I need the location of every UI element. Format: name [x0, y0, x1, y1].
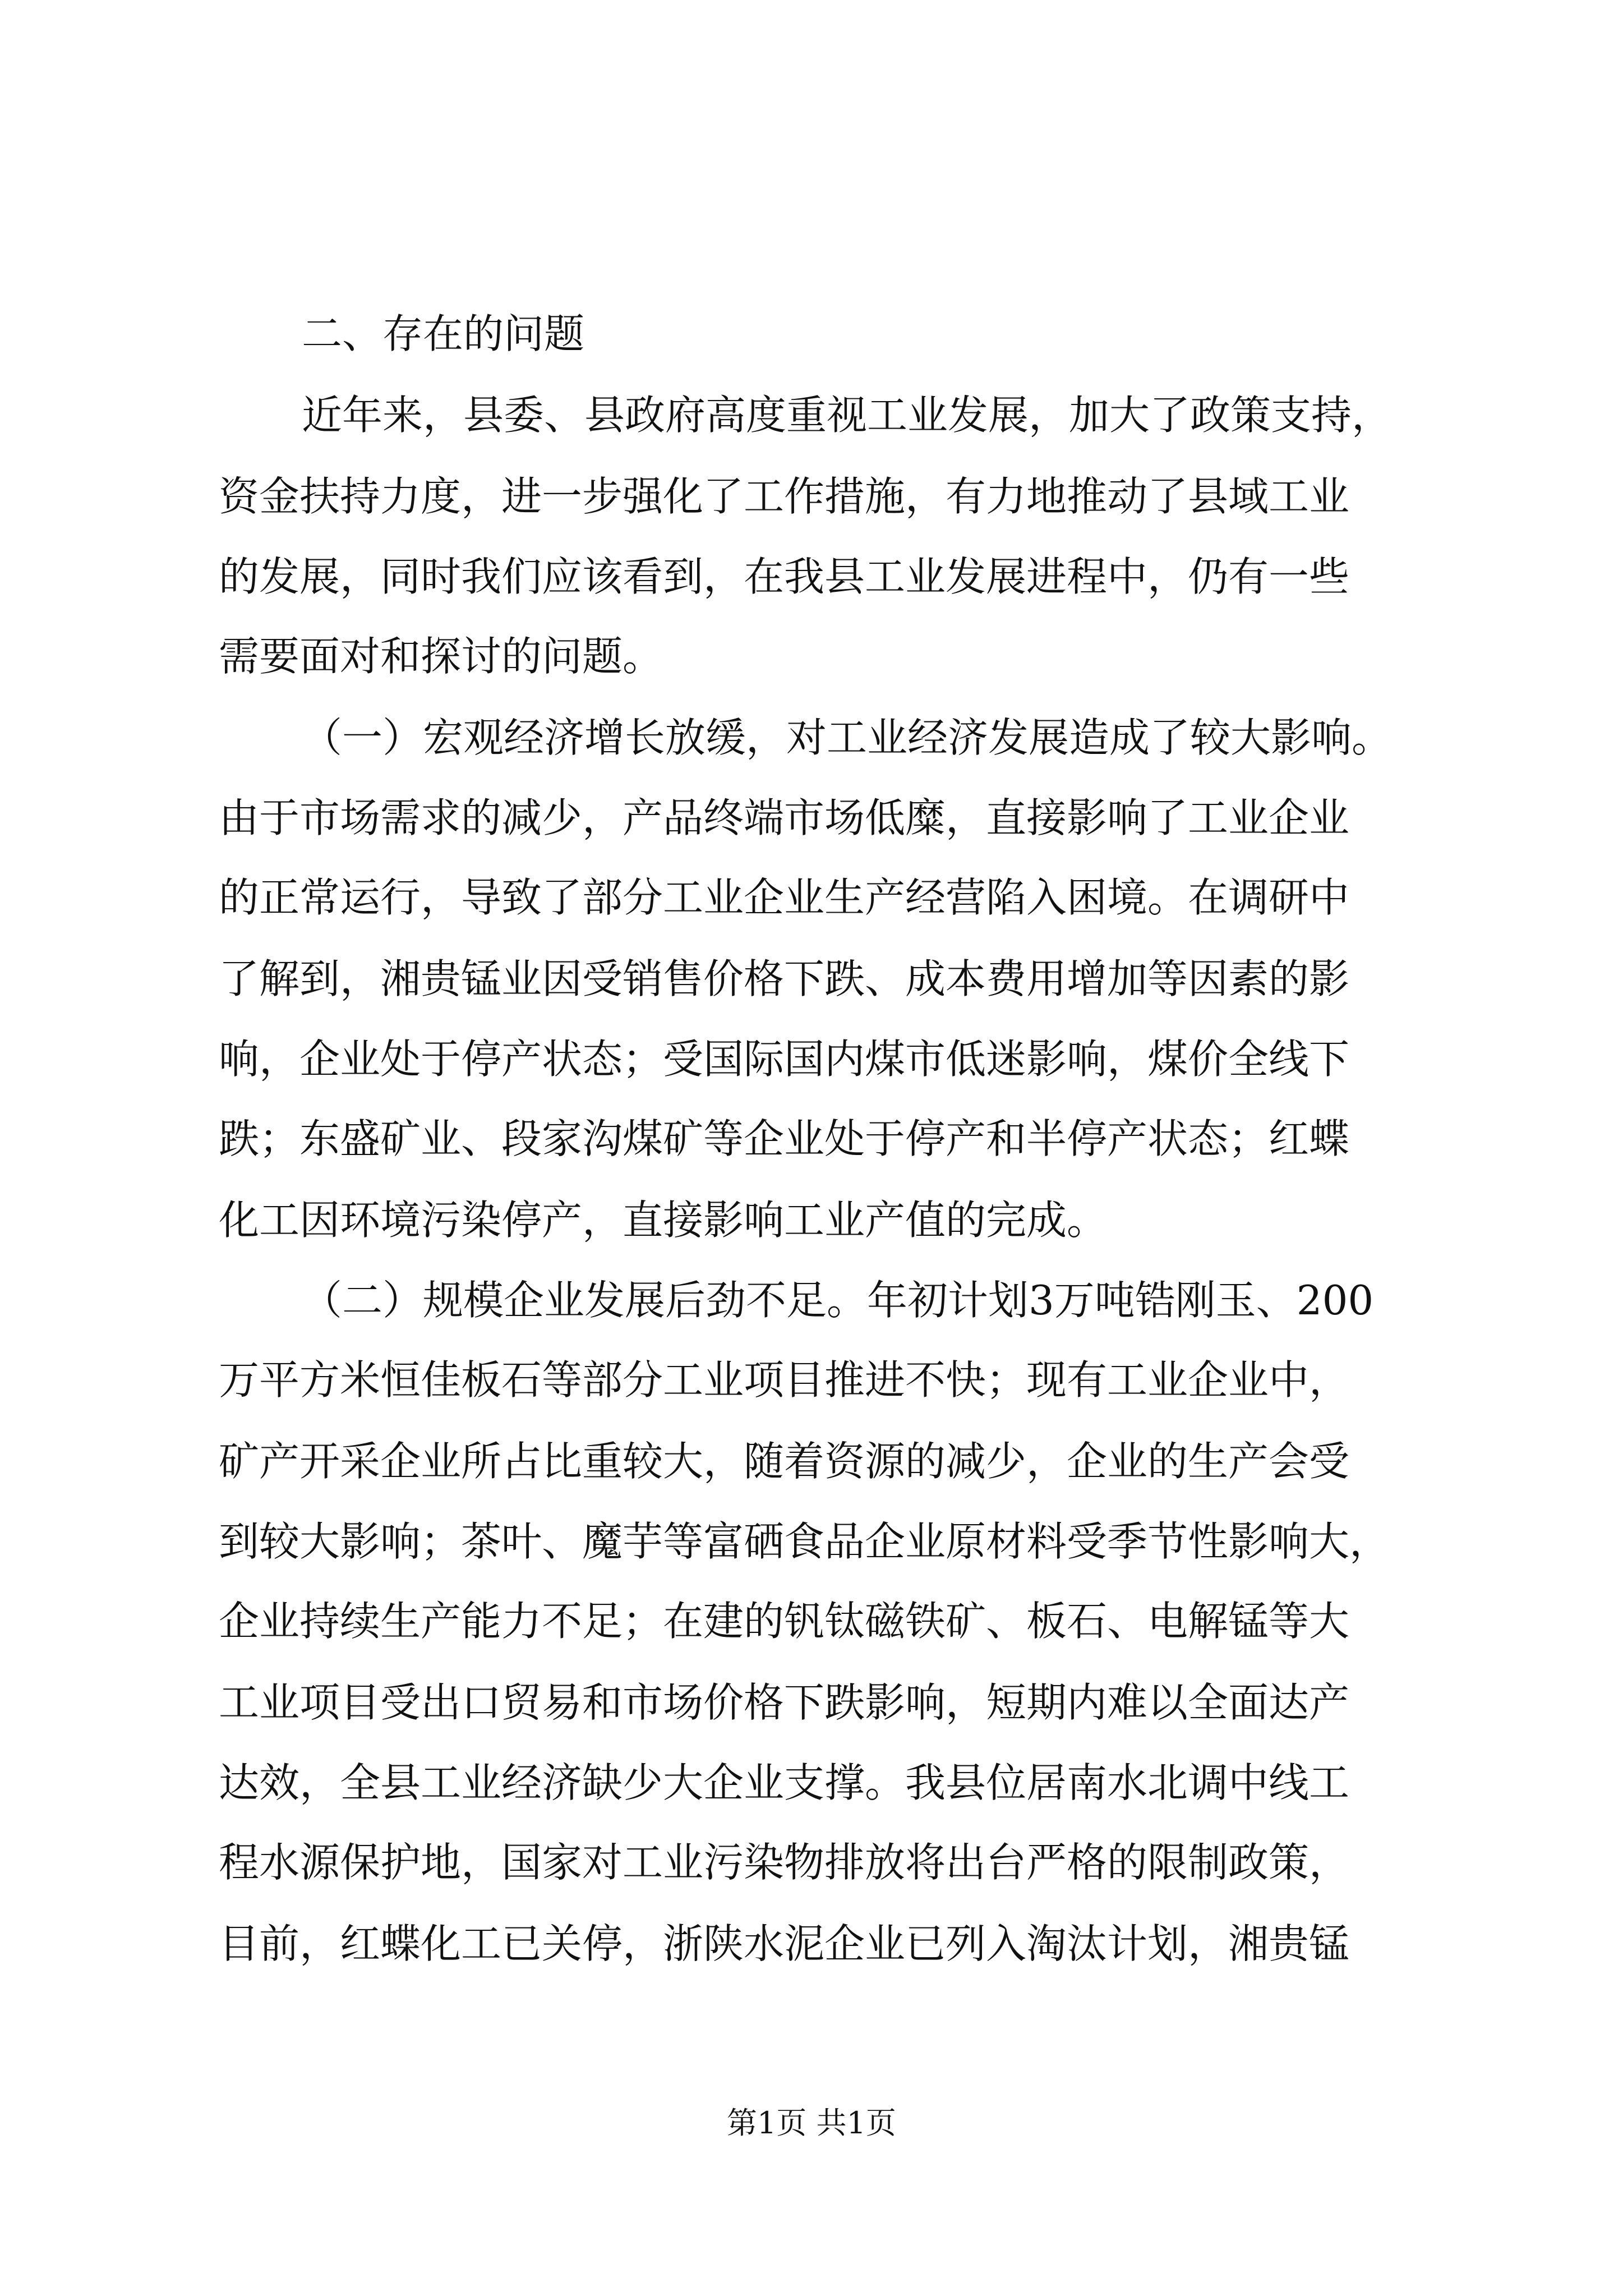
paragraph-line: 程水源保护地，国家对工业污染物排放将出台严格的限制政策， [219, 1839, 1350, 1886]
paragraph-line: 到较大影响；茶叶、魔芋等富硒食品企业原材料受季节性影响大， [219, 1518, 1390, 1565]
paragraph-line: 目前，红蝶化工已关停，浙陕水泥企业已列入淘汰计划，湘贵锰 [219, 1920, 1350, 1967]
page-footer: 第1页 共1页 [727, 2105, 896, 2141]
paragraph-line: 矿产开采企业所占比重较大，随着资源的减少，企业的生产会受 [219, 1438, 1350, 1485]
paragraph-line: 了解到，湘贵锰业因受销售价格下跌、成本费用增加等因素的影 [219, 955, 1350, 1002]
paragraph-line: （一）宏观经济增长放缓，对工业经济发展造成了较大影响。 [302, 714, 1393, 761]
paragraph-line: 企业持续生产能力不足；在建的钒钛磁铁矿、板石、电解锰等大 [219, 1598, 1350, 1645]
paragraph-line: 由于市场需求的减少，产品终端市场低糜，直接影响了工业企业 [219, 794, 1350, 841]
paragraph-line: 需要面对和探讨的问题。 [219, 633, 663, 680]
paragraph-line: 响，企业处于停产状态；受国际国内煤市低迷影响，煤价全线下 [219, 1036, 1350, 1083]
paragraph-line: 资金扶持力度，进一步强化了工作措施，有力地推动了县域工业 [219, 473, 1350, 520]
paragraph-line: （二）规模企业发展后劲不足。年初计划3万吨锆刚玉、200 [302, 1277, 1374, 1324]
paragraph-line: 化工因环境污染停产，直接影响工业产值的完成。 [219, 1197, 1108, 1244]
section-heading: 二、存在的问题 [302, 310, 585, 357]
paragraph-line: 万平方米恒佳板石等部分工业项目推进不快；现有工业企业中， [219, 1356, 1350, 1404]
paragraph-line: 达效，全县工业经济缺少大企业支撑。我县位居南水北调中线工 [219, 1759, 1350, 1806]
paragraph-line: 的发展，同时我们应该看到，在我县工业发展进程中，仍有一些 [219, 553, 1350, 600]
paragraph-line: 跌；东盛矿业、段家沟煤矿等企业处于停产和半停产状态；红蝶 [219, 1115, 1350, 1162]
paragraph-line: 的正常运行，导致了部分工业企业生产经营陷入困境。在调研中 [219, 874, 1350, 921]
paragraph-line: 工业项目受出口贸易和市场价格下跌影响，短期内难以全面达产 [219, 1679, 1350, 1726]
paragraph-line: 近年来，县委、县政府高度重视工业发展，加大了政策支持， [302, 392, 1393, 439]
